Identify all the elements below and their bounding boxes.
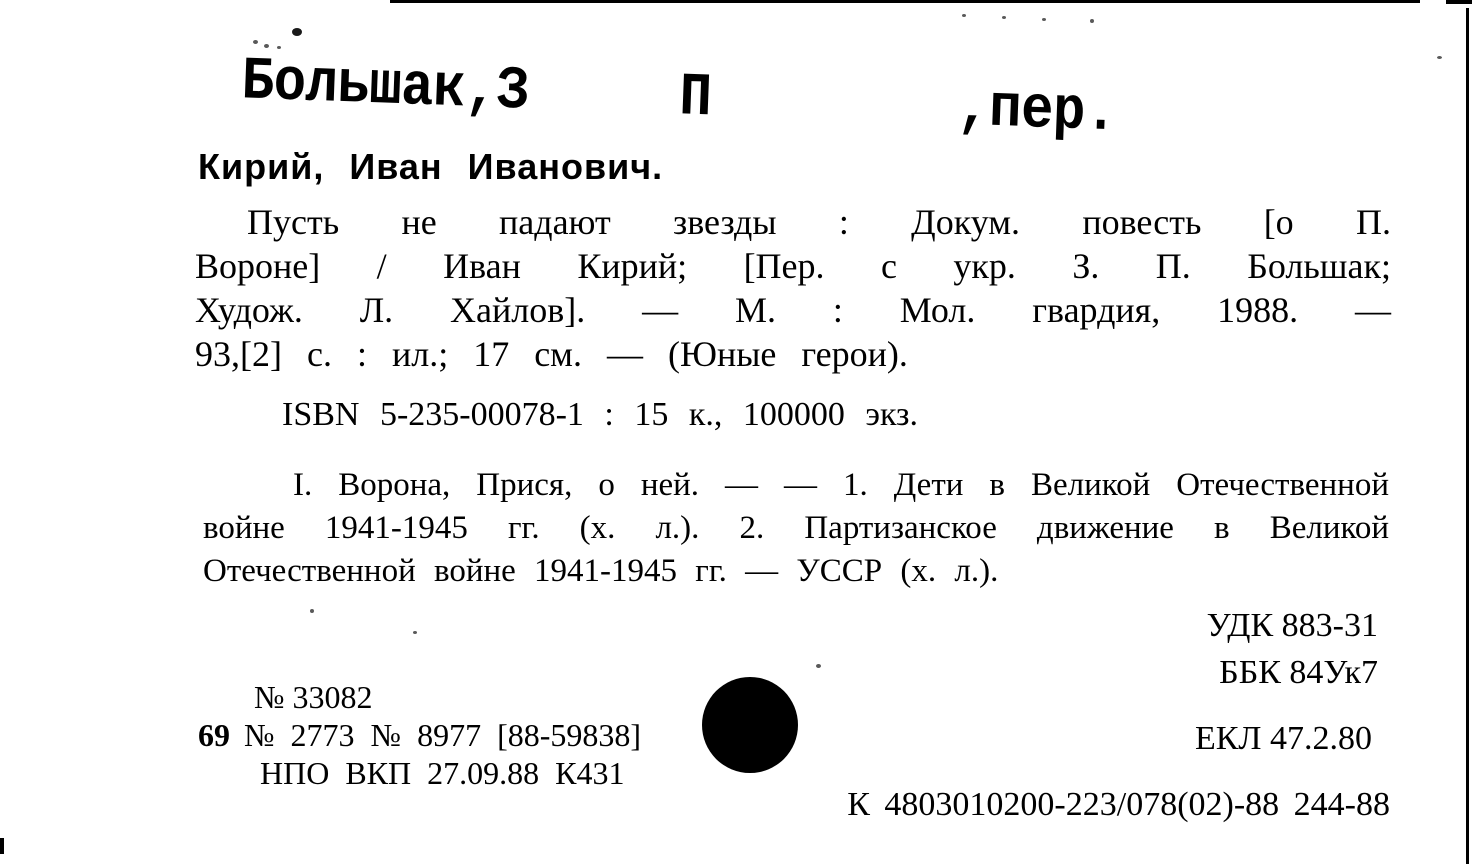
book-index-line: К 4803010200-223/078(02)-88 244-88 [847,786,1390,823]
classification-block [1207,602,1378,696]
ink-speck [962,14,966,17]
scan-left-mark [0,838,4,854]
ink-speck [1090,19,1094,23]
ekl-number: ЕКЛ 47.2.80 [1194,720,1372,757]
tracings-line: Отечественной войне 1941-1945 гг. — УССР (х. л.). [203,553,999,589]
accession-number: № 33082 [254,679,373,715]
order-prefix: 69 [198,717,230,753]
description-line: Вороне] / Иван Кирий; [Пер. с укр. З. П. Большак; [195,246,1391,286]
processing-line: НПО ВКП 27.09.88 К431 [260,755,625,791]
ink-speck [1042,18,1046,21]
author-heading: Кирий, Иван Иванович. [198,146,664,187]
ink-speck [310,609,314,613]
ink-speck [253,40,258,44]
ink-speck [292,28,302,36]
subject-tracings [203,464,1389,593]
ink-speck [264,44,269,48]
ink-speck [413,631,417,634]
scan-top-edge [390,0,1420,3]
description-line: 93,[2] с. : ил.; 17 см. — (Юные герои). [195,334,908,374]
isbn-line: ISBN 5-235-00078-1 : 15 к., 100000 экз. [282,396,918,433]
ink-speck [816,664,821,668]
tracings-line: I. Ворона, Прися, о ней. — — 1. Дети в Великой Отечественной [293,467,1389,503]
ink-speck [1437,56,1442,59]
description-line: Пусть не падают звезды : Докум. повесть [о П. [247,202,1391,242]
added-entry-surname: Большак,З [240,48,530,127]
scan-top-edge-fragment [1446,0,1472,4]
hole-punch-mark [702,677,798,773]
bbk-number: ББК 84Ук7 [1219,654,1378,691]
bibliographic-description [195,200,1391,376]
order-numbers [198,716,641,754]
tracings-line: войне 1941-1945 гг. (х. л.). 2. Партизанское движение в Великой [203,510,1389,546]
udk-number: УДК 883-31 [1206,607,1378,644]
order-rest: № 2773 № 8977 [88-59838] [244,717,642,753]
scan-right-edge [1466,8,1469,864]
accession-block [198,678,641,792]
added-entry-initial: П [678,64,713,134]
relator-term: ,пер. [956,74,1118,149]
description-line: Худож. Л. Хайлов]. — М. : Мол. гвардия, 1988. — [195,290,1391,330]
ink-speck [1002,16,1006,19]
